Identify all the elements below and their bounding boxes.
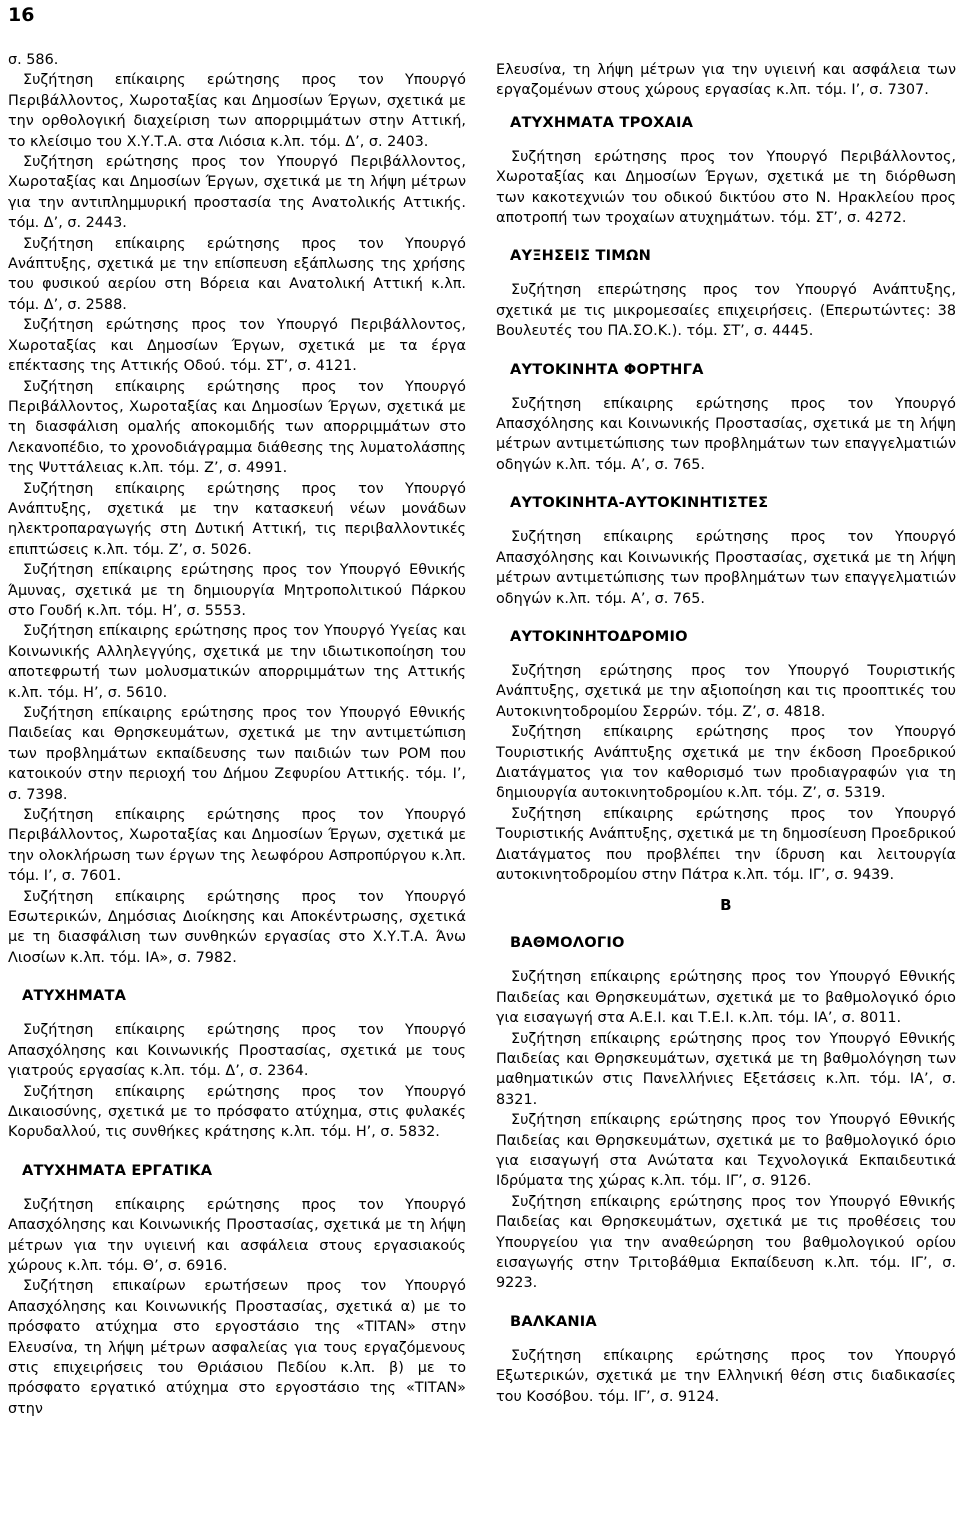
section-heading: ΑΥΤΟΚΙΝΗΤΑ ΦΟΡΤΗΓΑ <box>510 360 704 378</box>
index-entry: Συζήτηση ερώτησης προς τον Υπουργό Περιβάλλοντος, Χωροταξίας και Δημοσίων Έργων, σχετικά με τη διόρθωση των κακοτεχνιών του οδικού δικτύου στο Ν. Ηρακλείου προς αποτροπή των τροχαίων ατυχημάτων. τόμ. ΣΤ’, σ. 4272. <box>496 148 956 227</box>
index-entry: Συζήτηση επίκαιρης ερώτησης προς τον Υπουργό Τουριστικής Ανάπτυξης, σχετικά με τη δημοσίευση Προεδρικού Διατάγματος που προβλέπει την ίδρυση και λειτουργία αυτοκινητοδρομίου στην Πάτρα κ.λπ. τόμ. ΙΓ’, σ. 9439. <box>496 805 956 883</box>
index-entry: Συζήτηση επίκαιρης ερώτησης προς τον Υπουργό Απασχόλησης και Κοινωνικής Προστασίας, σχετικά με τη λήψη μέτρων αντιμετώπισης των προβλημάτων των επαγγελματιών οδηγών κ.λπ. τόμ. Α’, σ. 765. <box>496 529 956 607</box>
left-column <box>8 50 466 1419</box>
section-heading: ΑΥΤΟΚΙΝΗΤΟΔΡΟΜΙΟ <box>510 627 688 645</box>
index-entry: Συζήτηση επίκαιρης ερώτησης προς τον Υπουργό Εθνικής Παιδείας και Θρησκευμάτων, σχετικά με την αντιμετώπιση των προβλημάτων εκπαίδευσης των παιδιών των ΡΟΜ που κατοικούν στην περιοχή του Δήμου Ζεφυρίου Αττικής. τόμ. Ι’, σ. 7398. <box>8 705 466 803</box>
right-column <box>496 60 956 1407</box>
index-entry: Συζήτηση επίκαιρης ερώτησης προς τον Υπουργό Ανάπτυξης, σχετικά με την κατασκευή νέων μονάδων ηλεκτροπαραγωγής στη Δυτική Αττική, τις περιβαλλοντικές επιπτώσεις κ.λπ. τόμ. Ζ’, σ. 5026. <box>8 480 466 558</box>
index-entry: Συζήτηση επίκαιρης ερώτησης προς τον Υπουργό Ανάπτυξης, σχετικά με την επίσπευση εξάπλωσης της χρήσης του φυσικού αερίου στη Βόρεια και Ανατολική Αττική κ.λπ. τόμ. Δ’, σ. 2588. <box>8 235 466 313</box>
index-entry: Συζήτηση επίκαιρης ερώτησης προς τον Υπουργό Περιβάλλοντος, Χωροταξίας και Δημοσίων Έργων, σχετικά με την ορθολογική διαχείριση των απορριμμάτων στην Αττική, το κλείσιμο του Χ.Υ.Τ.Α. στα Λιόσια κ.λπ. τόμ. Δ’, σ. 2403. <box>8 72 466 150</box>
index-entry: Συζήτηση ερώτησης προς τον Υπουργό Τουριστικής Ανάπτυξης, σχετικά με την αξιοποίηση και τις προοπτικές του Αυτοκινητοδρομίου Σερρών. τόμ. Ζ’, σ. 4818. <box>496 662 956 720</box>
page-number: 16 <box>8 4 35 26</box>
index-entry: Συζήτηση επίκαιρης ερώτησης προς τον Υπουργό Εθνικής Παιδείας και Θρησκευμάτων, σχετικά με τις προθέσεις του Υπουργείου για την αναθεώρηση του βαθμολογικού ορίου εισαγωγής στην Τριτοβάθμια Εκπαίδευση κ.λπ. τόμ. ΙΓ’, σ. 9223. <box>496 1193 956 1292</box>
index-entry: Συζήτηση επίκαιρης ερώτησης προς τον Υπουργό Εθνικής Άμυνας, σχετικά με τη δημιουργία Μητροπολιτικού Πάρκου στο Γουδή κ.λπ. τόμ. Η’, σ. 5553. <box>8 562 466 619</box>
index-entry: σ. 586. <box>8 52 59 68</box>
index-entry: Συζήτηση επίκαιρης ερώτησης προς τον Υπουργό Περιβάλλοντος, Χωροταξίας και Δημοσίων Έργων, σχετικά με την ολοκλήρωση των έργων της λεωφόρου Ασπροπύργου κ.λπ. τόμ. Ι’, σ. 7601. <box>8 807 466 885</box>
index-entry: Συζήτηση επίκαιρης ερώτησης προς τον Υπουργό Εξωτερικών, σχετικά με την Ελληνική θέση στις διαδικασίες του Κοσόβου. τόμ. ΙΓ’, σ. 9124. <box>496 1347 956 1405</box>
index-entry: Συζήτηση επίκαιρης ερώτησης προς τον Υπουργό Εθνικής Παιδείας και Θρησκευμάτων, σχετικά με το βαθμολογικό όριο για εισαγωγή στα Α.Ε.Ι. και Τ.Ε.Ι. κ.λπ. τόμ. ΙΑ’, σ. 8011. <box>496 969 956 1027</box>
alphabet-letter-heading: Β <box>720 896 732 915</box>
index-entry: Συζήτηση επίκαιρης ερώτησης προς τον Υπουργό Περιβάλλοντος, Χωροταξίας και Δημοσίων Έργων, σχετικά με τη διασφάλιση ομαλής αποκομιδής των απορριμμάτων στο Λεκανοπέδιο, το χρονοδιάγραμμα διάθεσης της λυματολάσπης της Ψυττάλειας κ.λπ. τόμ. Ζ’, σ. 4991. <box>8 378 466 477</box>
section-heading: ΑΤΥΧΗΜΑΤΑ ΕΡΓΑΤΙΚΑ <box>22 1161 213 1179</box>
section-heading: ΑΤΥΧΗΜΑΤΑ <box>22 987 127 1005</box>
index-entry: Συζήτηση επίκαιρης ερώτησης προς τον Υπουργό Απασχόλησης και Κοινωνικής Προστασίας, σχετικά με τους γιατρούς εργασίας κ.λπ. τόμ. Δ’, σ. 2364. <box>8 1022 466 1080</box>
index-entry: Ελευσίνα, τη λήψη μέτρων για την υγιεινή και ασφάλεια των εργαζομένων στους χώρους εργασίας κ.λπ. τόμ. Ι’, σ. 7307. <box>496 62 956 99</box>
index-entry: Συζήτηση επίκαιρης ερώτησης προς τον Υπουργό Εθνικής Παιδείας και Θρησκευμάτων, σχετικά με τη βαθμολόγηση των μαθηματικών στις Πανελλήνιες Εξετάσεις κ.λπ. τόμ. ΙΑ’, σ. 8321. <box>496 1030 956 1108</box>
index-entry: Συζήτηση επίκαιρης ερώτησης προς τον Υπουργό Τουριστικής Ανάπτυξης σχετικά με την έκδοση Προεδρικού Διατάγματος για τον καθορισμό των προδιαγραφών για τη δημιουργία αυτοκινητοδρομίου κ.λπ. τόμ. Ζ’, σ. 5319. <box>496 724 956 802</box>
index-entry: Συζήτηση επίκαιρης ερώτησης προς τον Υπουργό Απασχόλησης και Κοινωνικής Προστασίας, σχετικά με τη λήψη μέτρων αντιμετώπισης των προβλημάτων των επαγγελματιών οδηγών κ.λπ. τόμ. Α’, σ. 765. <box>496 395 956 473</box>
section-heading: ΑΤΥΧΗΜΑΤΑ ΤΡΟΧΑΙΑ <box>510 113 694 131</box>
section-heading: ΑΥΤΟΚΙΝΗΤΑ-ΑΥΤΟΚΙΝΗΤΙΣΤΕΣ <box>510 494 769 512</box>
index-entry: Συζήτηση ερώτησης προς τον Υπουργό Περιβάλλοντος, Χωροταξίας και Δημοσίων Έργων, σχετικά με τη λήψη μέτρων για την αντιπλημμυρική προστασία της Ανατολικής Αττικής. τόμ. Δ’, σ. 2443. <box>8 154 466 232</box>
index-entry: Συζήτηση επίκαιρης ερώτησης προς τον Υπουργό Εσωτερικών, Δημόσιας Διοίκησης και Αποκέντρωσης, σχετικά με τη διασφάλιση των συνθηκών εργασίας στο Χ.Υ.Τ.Α. Άνω Λιοσίων κ.λπ. τόμ. ΙΑ», σ. 7982. <box>8 888 466 966</box>
index-entry: Συζήτηση επίκαιρης ερώτησης προς τον Υπουργό Εθνικής Παιδείας και Θρησκευμάτων, σχετικά με το βαθμολογικό όριο για εισαγωγή στα Ανώτατα και Τεχνολογικά Εκπαιδευτικά Ιδρύματα της χώρας κ.λπ. τόμ. ΙΓ’, σ. 9126. <box>496 1112 956 1190</box>
index-entry: Συζήτηση επερώτησης προς τον Υπουργό Ανάπτυξης, σχετικά με τις μικρομεσαίες επιχειρήσεις. (Επερωτώντες: 38 Βουλευτές του ΠΑ.ΣΟ.Κ.). τόμ. ΣΤ’, σ. 4445. <box>496 282 956 340</box>
index-entry: Συζήτηση επικαίρων ερωτήσεων προς τον Υπουργό Απασχόλησης και Κοινωνικής Προστασίας, σχετικά α) με το πρόσφατο ατύχημα στο εργοστάσιο της «ΤΙΤΑΝ» στην Ελευσίνα, τη λήψη μέτρων ασφαλείας για τους εργαζόμενους στις επιχειρήσεις του Θριάσιου Πεδίου κ.λπ. β) με το πρόσφατο εργατικό ατύχημα στο εργοστάσιο της «ΤΙΤΑΝ» στην <box>8 1278 466 1417</box>
index-entry: Συζήτηση επίκαιρης ερώτησης προς τον Υπουργό Υγείας και Κοινωνικής Αλληλεγγύης, σχετικά με την ιδιωτικοποίηση του αποτεφρωτή των μολυσματικών απορριμμάτων της Αττικής κ.λπ. τόμ. Η’, σ. 5610. <box>8 623 466 701</box>
section-heading: ΒΑΘΜΟΛΟΓΙΟ <box>510 934 625 952</box>
index-entry: Συζήτηση ερώτησης προς τον Υπουργό Περιβάλλοντος, Χωροταξίας και Δημοσίων Έργων, σχετικά με τα έργα επέκτασης της Αττικής Οδού. τόμ. ΣΤ’, σ. 4121. <box>8 317 466 375</box>
section-heading: ΒΑΛΚΑΝΙΑ <box>510 1312 597 1330</box>
index-entry: Συζήτηση επίκαιρης ερώτησης προς τον Υπουργό Απασχόλησης και Κοινωνικής Προστασίας, σχετικά με τη λήψη μέτρων για την υγιεινή και ασφάλεια στους εργασιακούς χώρους κ.λπ. τόμ. Θ’, σ. 6916. <box>8 1196 466 1274</box>
index-entry: Συζήτηση επίκαιρης ερώτησης προς τον Υπουργό Δικαιοσύνης, σχετικά με το πρόσφατο ατύχημα, στις φυλακές Κορυδαλλού, τις συνθήκες κράτησης κ.λπ. τόμ. Η’, σ. 5832. <box>8 1083 466 1141</box>
section-heading: ΑΥΞΗΣΕΙΣ ΤΙΜΩΝ <box>510 247 652 265</box>
